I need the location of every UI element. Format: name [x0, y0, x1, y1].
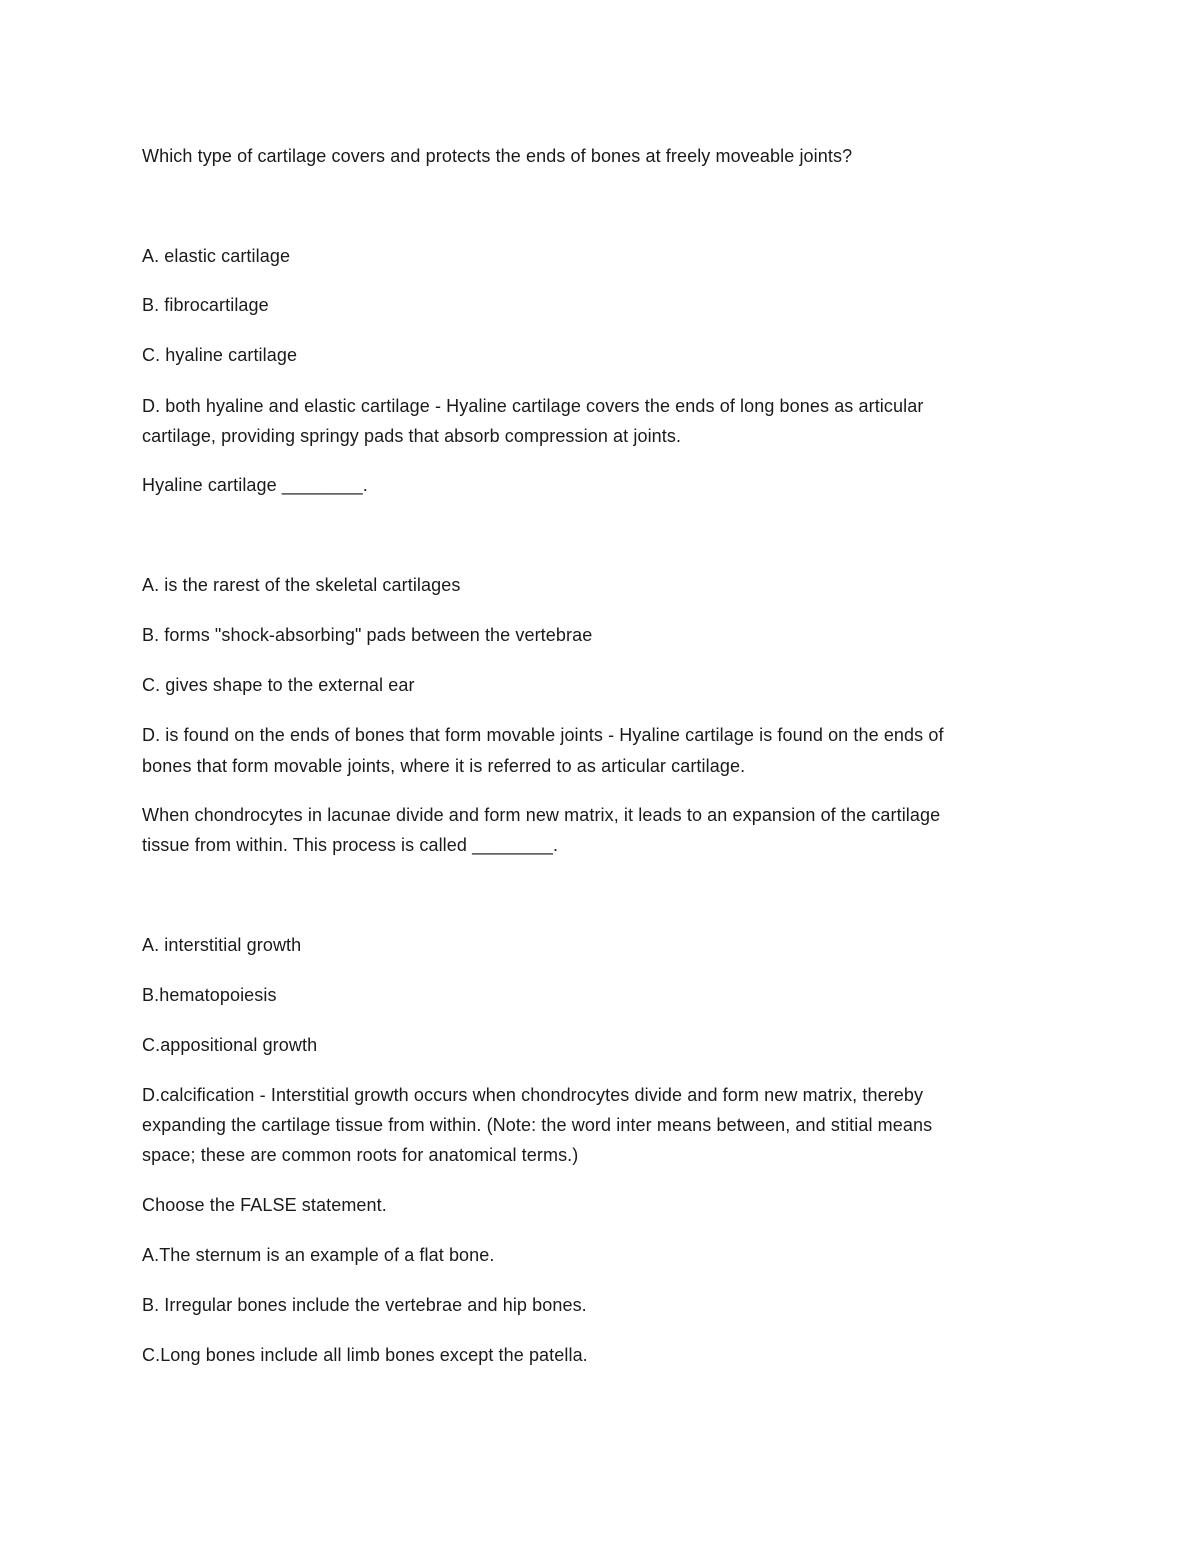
q2-option-d-line1: D. is found on the ends of bones that form movable joints - Hyaline cartilage is found on the ends of	[142, 725, 944, 745]
q4-question: Choose the FALSE statement.	[142, 1195, 387, 1215]
q3-option-a: A. interstitial growth	[142, 935, 302, 955]
q3-option-d-line2: expanding the cartilage tissue from within. (Note: the word inter means between, and stitial means	[142, 1115, 933, 1135]
q2-question: Hyaline cartilage ________.	[142, 475, 368, 495]
q2-option-b: B. forms "shock-absorbing" pads between the vertebrae	[142, 625, 593, 645]
q1-option-d-line2: cartilage, providing springy pads that absorb compression at joints.	[142, 426, 682, 446]
q2-option-d-line2: bones that form movable joints, where it is referred to as articular cartilage.	[142, 756, 746, 776]
q3-question-line1: When chondrocytes in lacunae divide and form new matrix, it leads to an expansion of the cartilage	[142, 805, 941, 825]
q1-question: Which type of cartilage covers and protects the ends of bones at freely moveable joints?	[142, 146, 853, 166]
q4-option-b: B. Irregular bones include the vertebrae and hip bones.	[142, 1295, 587, 1315]
q4-option-c: C.Long bones include all limb bones except the patella.	[142, 1345, 588, 1365]
q4-option-a: A.The sternum is an example of a flat bone.	[142, 1245, 495, 1265]
q1-option-b: B. fibrocartilage	[142, 295, 269, 315]
q3-option-d-line1: D.calcification - Interstitial growth occurs when chondrocytes divide and form new matrix, thereby	[142, 1085, 924, 1105]
q1-option-a: A. elastic cartilage	[142, 246, 291, 266]
q1-option-c: C. hyaline cartilage	[142, 345, 298, 365]
q3-option-c: C.appositional growth	[142, 1035, 318, 1055]
q3-option-d-line3: space; these are common roots for anatomical terms.)	[142, 1145, 579, 1165]
q2-option-c: C. gives shape to the external ear	[142, 675, 415, 695]
q3-option-b: B.hematopoiesis	[142, 985, 277, 1005]
q3-question-line2: tissue from within. This process is called ________.	[142, 835, 559, 855]
q2-option-a: A. is the rarest of the skeletal cartilages	[142, 575, 461, 595]
q1-option-d-line1: D. both hyaline and elastic cartilage - Hyaline cartilage covers the ends of long bones as articular	[142, 396, 924, 416]
